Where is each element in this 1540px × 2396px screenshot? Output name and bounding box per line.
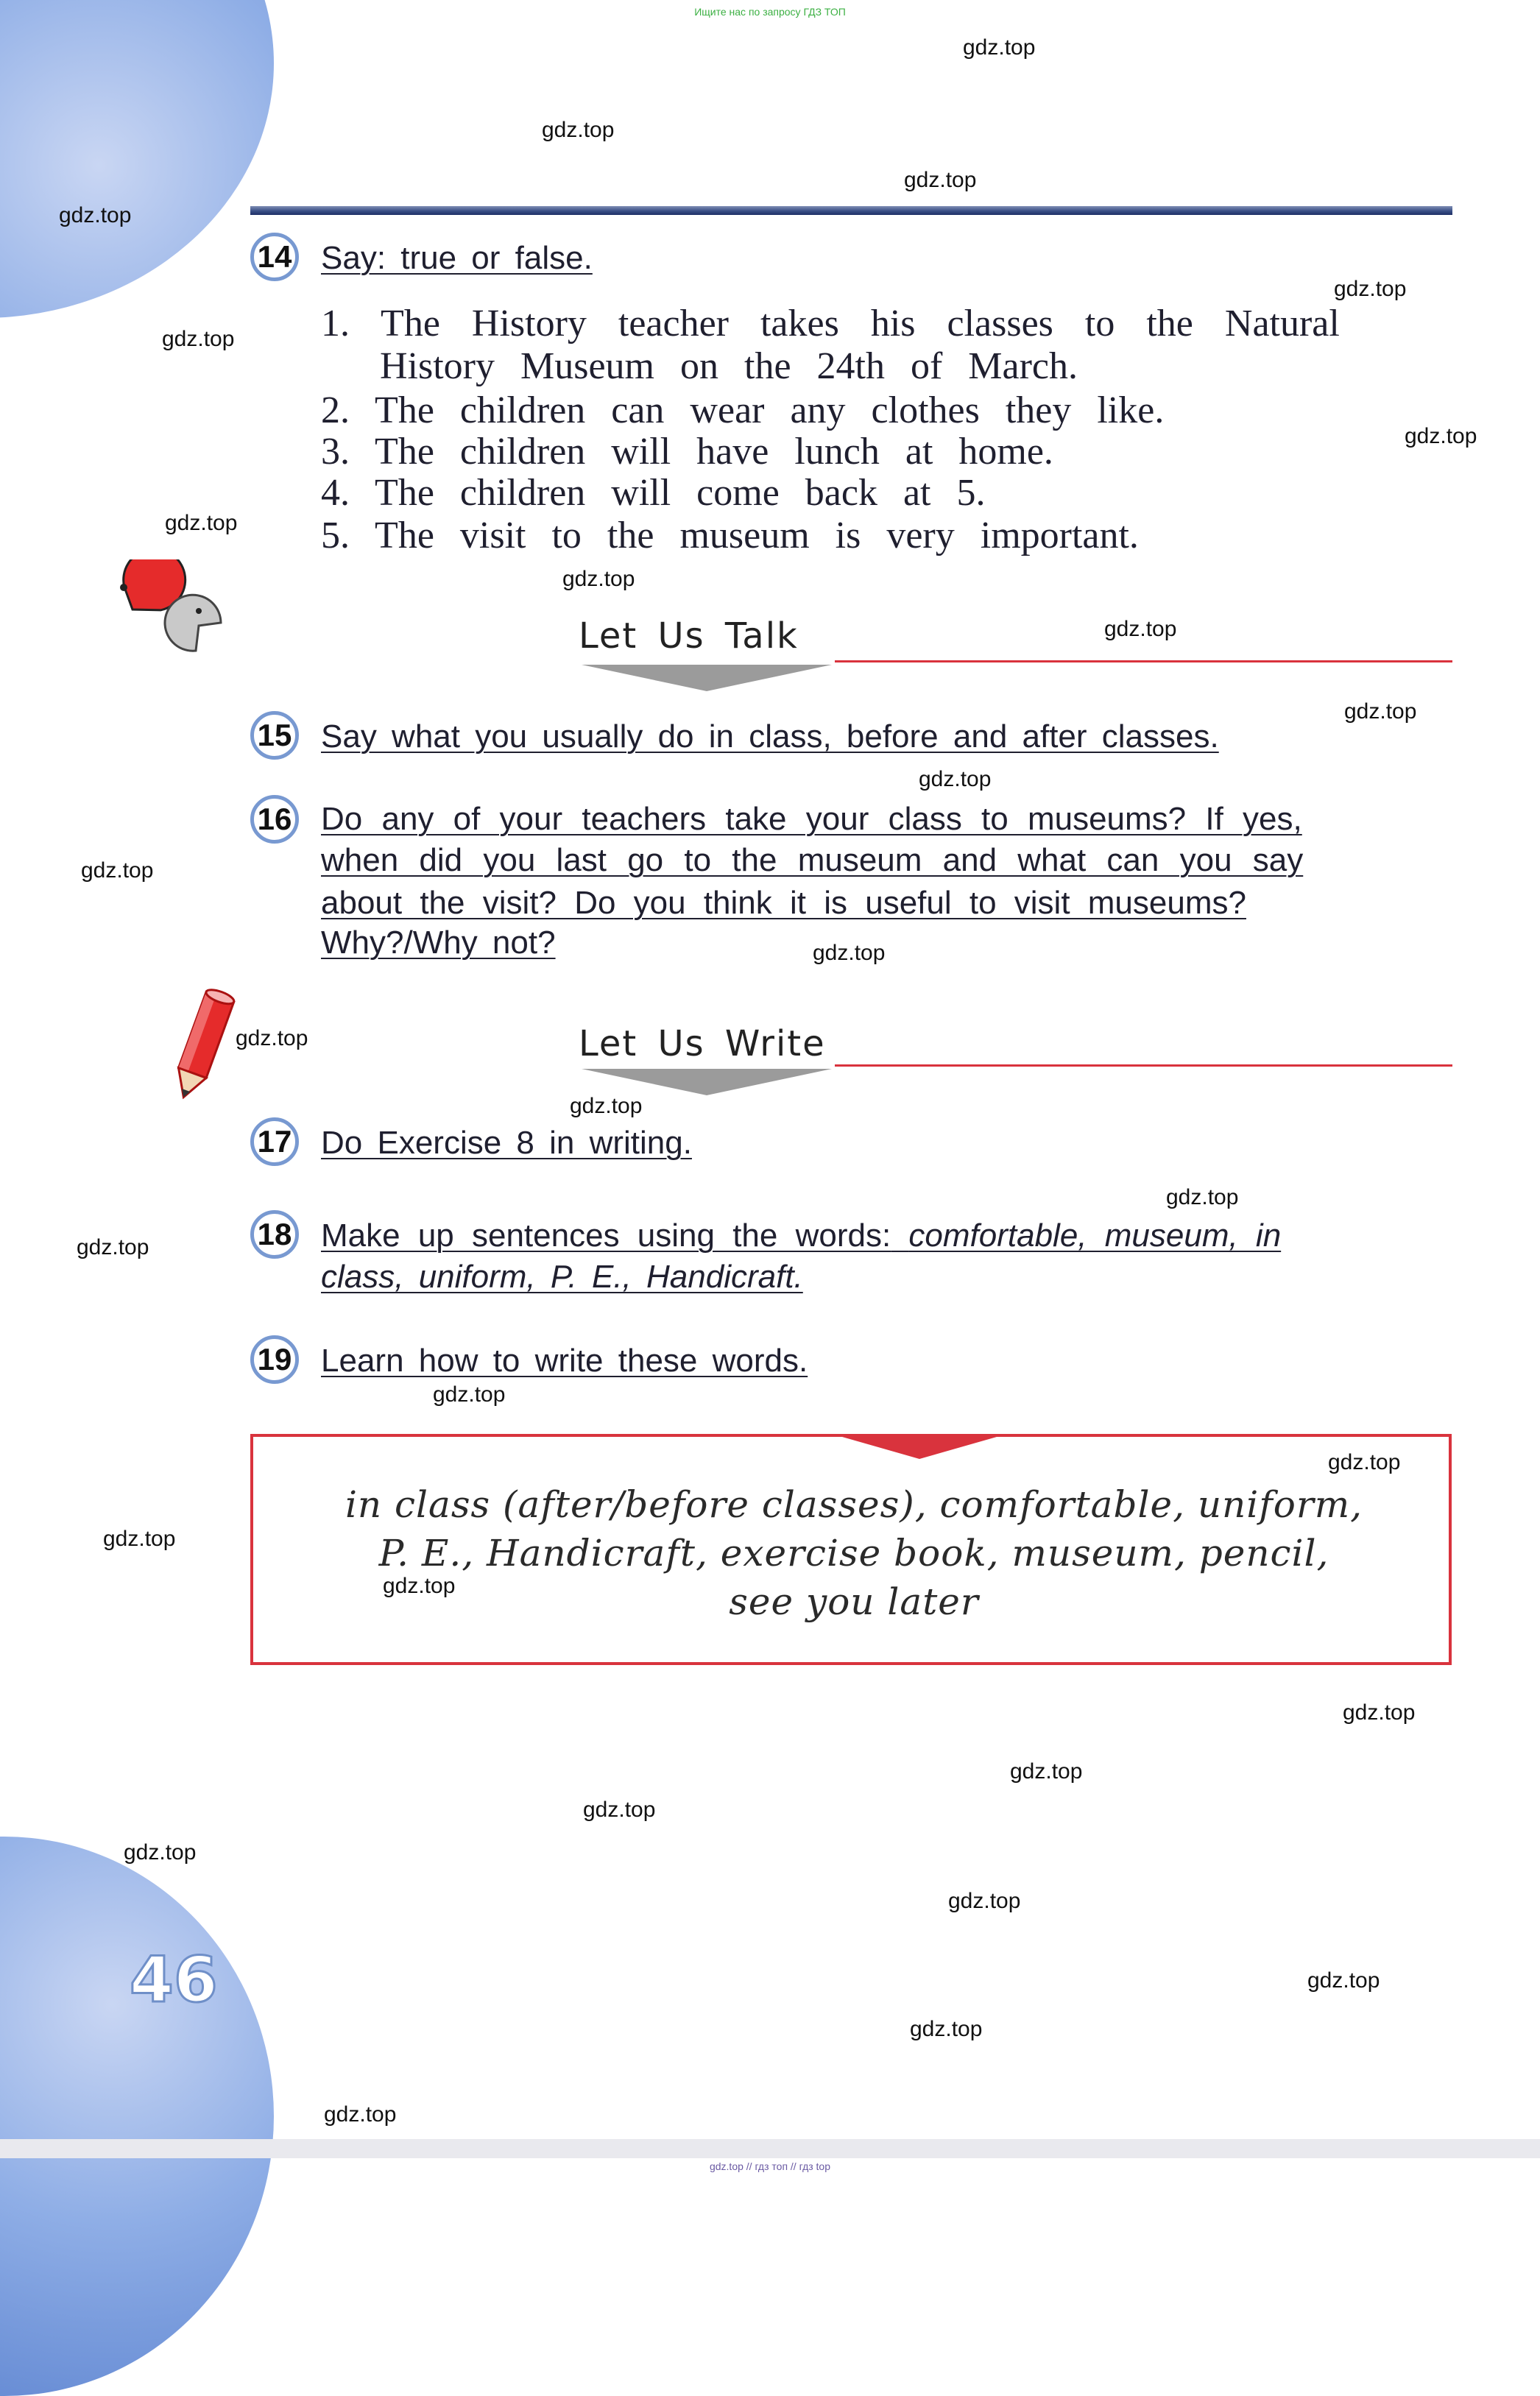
exercise-18-line-1 (321, 1215, 1281, 1257)
exercise-19-badge: 19 (250, 1335, 299, 1384)
watermark: gdz.top (1328, 1450, 1401, 1474)
exercise-14-title: Say: true or false. (321, 240, 593, 276)
exercise-14-line: 1. The History teacher takes his classes to the Natural (321, 303, 1340, 344)
word-box-marker (842, 1437, 997, 1459)
watermark: gdz.top (433, 1382, 506, 1407)
exercise-18-words-2: class, uniform, P. E., Handicraft. (321, 1259, 803, 1295)
watermark: gdz.top (103, 1527, 176, 1551)
watermark: gdz.top (948, 1889, 1021, 1913)
section-title-talk: Let Us Talk (579, 615, 799, 657)
watermark: gdz.top (1343, 1700, 1416, 1725)
watermark: gdz.top (570, 1094, 643, 1118)
exercise-16-line: when did you last go to the museum and what can you say (321, 842, 1304, 878)
pacman-talk-icon (96, 559, 236, 662)
word-box-line: in class (after/before classes), comfortable, uniform, (345, 1483, 1363, 1526)
watermark: gdz.top (1010, 1759, 1083, 1784)
watermark: gdz.top (562, 567, 635, 591)
exercise-14-line: 4. The children will come back at 5. (321, 472, 986, 514)
corner-decoration-bottom (0, 1837, 274, 2396)
exercise-18-instruction: Make up sentences using the words: (321, 1218, 891, 1254)
write-rule (835, 1064, 1452, 1067)
watermark: gdz.top (162, 327, 235, 351)
word-box-line: see you later (729, 1580, 979, 1623)
watermark: gdz.top (165, 511, 238, 535)
exercise-14-line: 5. The visit to the museum is very important. (321, 515, 1139, 556)
footer-links[interactable]: gdz.top // гдз топ // гдз top (709, 2160, 831, 2172)
pencil-write-icon (158, 986, 247, 1104)
exercise-14-badge: 14 (250, 233, 299, 281)
exercise-15-badge: 15 (250, 711, 299, 760)
watermark: gdz.top (324, 2102, 397, 2127)
exercise-14-line: 2. The children can wear any clothes they like. (321, 389, 1165, 431)
exercise-14-line: 3. The children will have lunch at home. (321, 431, 1053, 473)
exercise-16-line: Do any of your teachers take your class to museums? If yes, (321, 801, 1302, 837)
watermark: gdz.top (904, 168, 977, 192)
watermark: gdz.top (813, 941, 886, 965)
top-banner[interactable]: Ищите нас по запросу ГДЗ ТОП (694, 6, 846, 18)
watermark: gdz.top (1405, 424, 1477, 448)
watermark: gdz.top (919, 767, 992, 791)
word-box-line: P. E., Handicraft, exercise book, museum, pencil, (378, 1532, 1329, 1575)
exercise-16-line: about the visit? Do you think it is useful to visit museums? (321, 885, 1246, 921)
watermark: gdz.top (59, 203, 132, 227)
exercise-16-line: Why?/Why not? (321, 925, 556, 961)
talk-rule (835, 660, 1452, 662)
exercise-19-text: Learn how to write these words. (321, 1343, 808, 1379)
watermark: gdz.top (1307, 1968, 1380, 1993)
exercise-18-line-2 (321, 1256, 803, 1298)
watermark: gdz.top (383, 1574, 456, 1598)
watermark: gdz.top (81, 858, 154, 883)
watermark: gdz.top (963, 35, 1036, 60)
watermark: gdz.top (77, 1235, 149, 1259)
watermark: gdz.top (1166, 1185, 1239, 1209)
exercise-14-line: History Museum on the 24th of March. (380, 345, 1078, 387)
exercise-17-badge: 17 (250, 1117, 299, 1166)
watermark: gdz.top (542, 118, 615, 142)
exercise-18-words-1: comfortable, museum, in (908, 1218, 1282, 1254)
watermark: gdz.top (1104, 617, 1177, 641)
corner-decoration-top (0, 0, 274, 318)
exercise-18-badge: 18 (250, 1210, 299, 1259)
section-title-write: Let Us Write (579, 1023, 826, 1064)
watermark: gdz.top (124, 1840, 197, 1865)
watermark: gdz.top (910, 2017, 983, 2041)
top-rule (250, 206, 1452, 215)
exercise-15-text: Say what you usually do in class, before and after classes. (321, 718, 1219, 755)
watermark: gdz.top (1334, 277, 1407, 301)
page-number: 46 (130, 1943, 218, 2017)
watermark: gdz.top (583, 1798, 656, 1822)
bottom-bar (0, 2139, 1540, 2158)
watermark: gdz.top (236, 1026, 308, 1050)
write-arrow (582, 1069, 832, 1095)
talk-arrow (582, 665, 832, 691)
exercise-16-badge: 16 (250, 795, 299, 844)
watermark: gdz.top (1344, 699, 1417, 724)
word-box (250, 1434, 1452, 1665)
exercise-17-text: Do Exercise 8 in writing. (321, 1125, 692, 1161)
